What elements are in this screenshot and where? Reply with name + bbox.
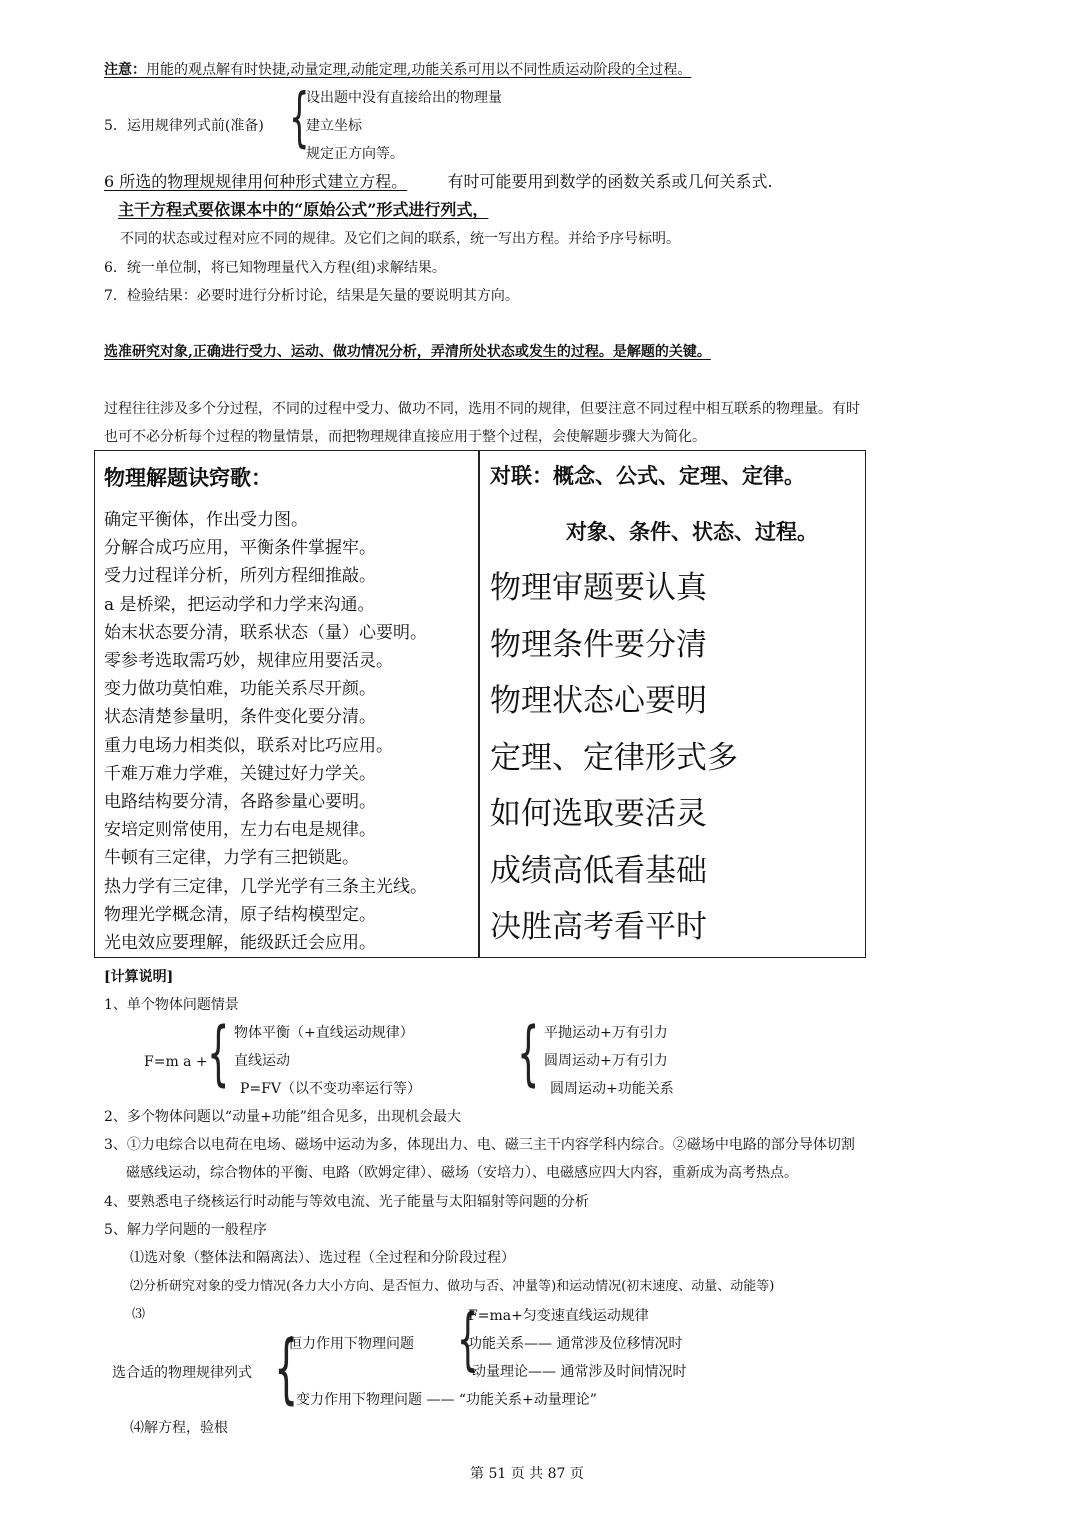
key-point: 选准研究对象,正确进行受力、运动、做功情况分析，弄清所处状态或发生的过程。是解题的关键。	[104, 344, 711, 360]
calc-item-2: 2、多个物体问题以“动量+功能”组合见多，出现机会最大	[104, 1109, 461, 1125]
right-title-2: 对象、条件、状态、过程。	[566, 520, 818, 544]
constant-force: 恒力作用下物理问题	[288, 1336, 414, 1352]
procedure-2: ⑵分析研究对象的受力情况(各力大小方向、是否恒力、做功与否、冲量等)和运动情况(初末速度、动量、动能等)	[130, 1279, 775, 1294]
poem-line: 始末状态要分清，联系状态（量）心要明。	[104, 622, 427, 643]
procedure-4: ⑷解方程，验根	[130, 1420, 228, 1436]
step5-item-2: 建立坐标	[306, 118, 362, 134]
left-branch-2: 直线运动	[234, 1053, 290, 1069]
step6-line	[104, 172, 773, 191]
couplet-line: 物理状态心要明	[490, 683, 707, 719]
poem-line: 受力过程详分析，所列方程细推敲。	[104, 566, 376, 587]
poem-line: 确定平衡体，作出受力图。	[104, 510, 308, 530]
calc-item-3-line-2: 磁感线运动，综合物体的平衡、电路（欧姆定律）、磁场（安培力）、电磁感应四大内容，重新成为高考热点。	[126, 1165, 798, 1181]
couplet-line: 物理条件要分清	[490, 626, 707, 663]
poem-line: 安培定则常使用，左力右电是规律。	[104, 820, 376, 841]
poem-line: 电路结构要分清，各路参量心要明。	[104, 792, 376, 812]
constant-item-1: F=ma+匀变速直线运动规律	[468, 1308, 649, 1324]
step5-label: 5．运用规律列式前(准备)	[104, 118, 264, 134]
poem-line: 零参考选取需巧妙，规律应用要活灵。	[104, 651, 393, 671]
poem-line: 千难万难力学难，关键过好力学关。	[104, 763, 376, 784]
couplet-line: 物理审题要认真	[490, 570, 707, 606]
couplet-line: 定理、定律形式多	[490, 739, 738, 776]
step5-item-1: 设出题中没有直接给出的物理量	[306, 90, 502, 106]
calc-item-1: 1、单个物体问题情景	[104, 997, 239, 1013]
poem-line: 分解合成巧应用，平衡条件掌握牢。	[104, 538, 376, 559]
step6-d: 不同的状态或过程对应不同的规律。及它们之间的联系，统一写出方程。并给予序号标明。	[120, 231, 680, 247]
left-branch-brace: {	[207, 1012, 230, 1094]
step5-brace: {	[289, 81, 310, 155]
procedure-3: ⑶	[132, 1307, 146, 1322]
couplet-line: 如何选取要活灵	[490, 796, 707, 832]
right-title-1: 对联：概念、公式、定理、定律。	[490, 464, 805, 488]
table-divider	[478, 450, 480, 958]
step6-c: 主干方程式要依课本中的“原始公式”形式进行列式，	[118, 200, 489, 219]
poem-line: a 是桥梁，把运动学和力学来沟通。	[104, 594, 375, 615]
poem-line: 热力学有三定律，几学光学有三条主光线。	[104, 876, 427, 897]
constant-force-brace: {	[456, 1300, 479, 1379]
poem-line: 光电效应要理解，能级跃迁会应用。	[104, 933, 376, 953]
left-branch-1: 物体平衡（+直线运动规律）	[234, 1025, 414, 1041]
constant-item-2: 功能关系—— 通常涉及位移情况时	[468, 1336, 683, 1352]
law-brace: {	[274, 1323, 299, 1412]
poem-line: 牛顿有三定律，力学有三把锁匙。	[104, 848, 359, 869]
calc-item-5: 5、解力学问题的一般程序	[104, 1222, 267, 1238]
choose-law-label: 选合适的物理规律列式	[112, 1365, 252, 1381]
page-number: 第 51 页 共 87 页	[470, 1466, 584, 1482]
calc-title: [计算说明]	[104, 969, 174, 985]
calc-item-4: 4、要熟悉电子绕核运行时动能与等效电流、光子能量与太阳辐射等问题的分析	[104, 1194, 589, 1210]
formula: F=m a +	[144, 1054, 208, 1070]
left-branch-3: P=FV（以不变功率运行等）	[240, 1081, 421, 1097]
step6-b: 有时可能要用到数学的函数关系或几何关系式.	[447, 172, 773, 191]
step5-item-3: 规定正方向等。	[306, 146, 404, 162]
note-text: 用能的观点解有时快捷,动量定理,动能定理,功能关系可用以不同性质运动阶段的全过程。	[146, 62, 692, 78]
calc-item-3-line-1: 3、①力电综合以电荷在电场、磁场中运动为多，体现出力、电、磁三主干内容学科内综合。②磁场中电路的部分导体切割	[104, 1137, 855, 1153]
couplet-line: 决胜高考看平时	[490, 909, 707, 945]
variable-force: 变力作用下物理问题 —— “功能关系+动量理论”	[296, 1392, 597, 1408]
para-line-1: 过程往往涉及多个分过程，不同的过程中受力、做功不同，选用不同的规律，但要注意不同过程中相互联系的物理量。有时	[104, 401, 860, 417]
poem-line: 物理光学概念清，原子结构模型定。	[104, 904, 376, 925]
left-title: 物理解题诀窍歌：	[104, 466, 272, 490]
poem-line: 变力做功莫怕难，功能关系尽开颜。	[104, 679, 376, 700]
right-branch-brace: {	[517, 1012, 540, 1094]
note-label: 注意：	[104, 62, 146, 78]
right-branch-2: 圆周运动+万有引力	[544, 1053, 668, 1069]
constant-item-3: 动量理论—— 通常涉及时间情况时	[472, 1364, 687, 1380]
couplet-line: 成绩高低看基础	[490, 852, 707, 889]
para-line-2: 也可不必分析每个过程的物量情景，而把物理规律直接应用于整个过程，会使解题步骤大为简化。	[104, 429, 706, 445]
step6-a: 6 所选的物理规规律用何种形式建立方程。	[104, 172, 408, 191]
right-branch-1: 平抛运动+万有引力	[544, 1025, 668, 1041]
right-branch-3: 圆周运动+功能关系	[550, 1081, 674, 1097]
procedure-1: ⑴选对象（整体法和隔离法）、选过程（全过程和分阶段过程）	[130, 1250, 515, 1266]
step7: 7．检验结果：必要时进行分析讨论，结果是矢量的要说明其方向。	[104, 288, 519, 304]
note-line	[104, 62, 691, 79]
step6-e: 6．统一单位制，将已知物理量代入方程(组)求解结果。	[104, 260, 446, 276]
poem-line: 重力电场力相类似，联系对比巧应用。	[104, 735, 393, 756]
poem-line: 状态清楚参量明，条件变化要分清。	[104, 707, 376, 728]
